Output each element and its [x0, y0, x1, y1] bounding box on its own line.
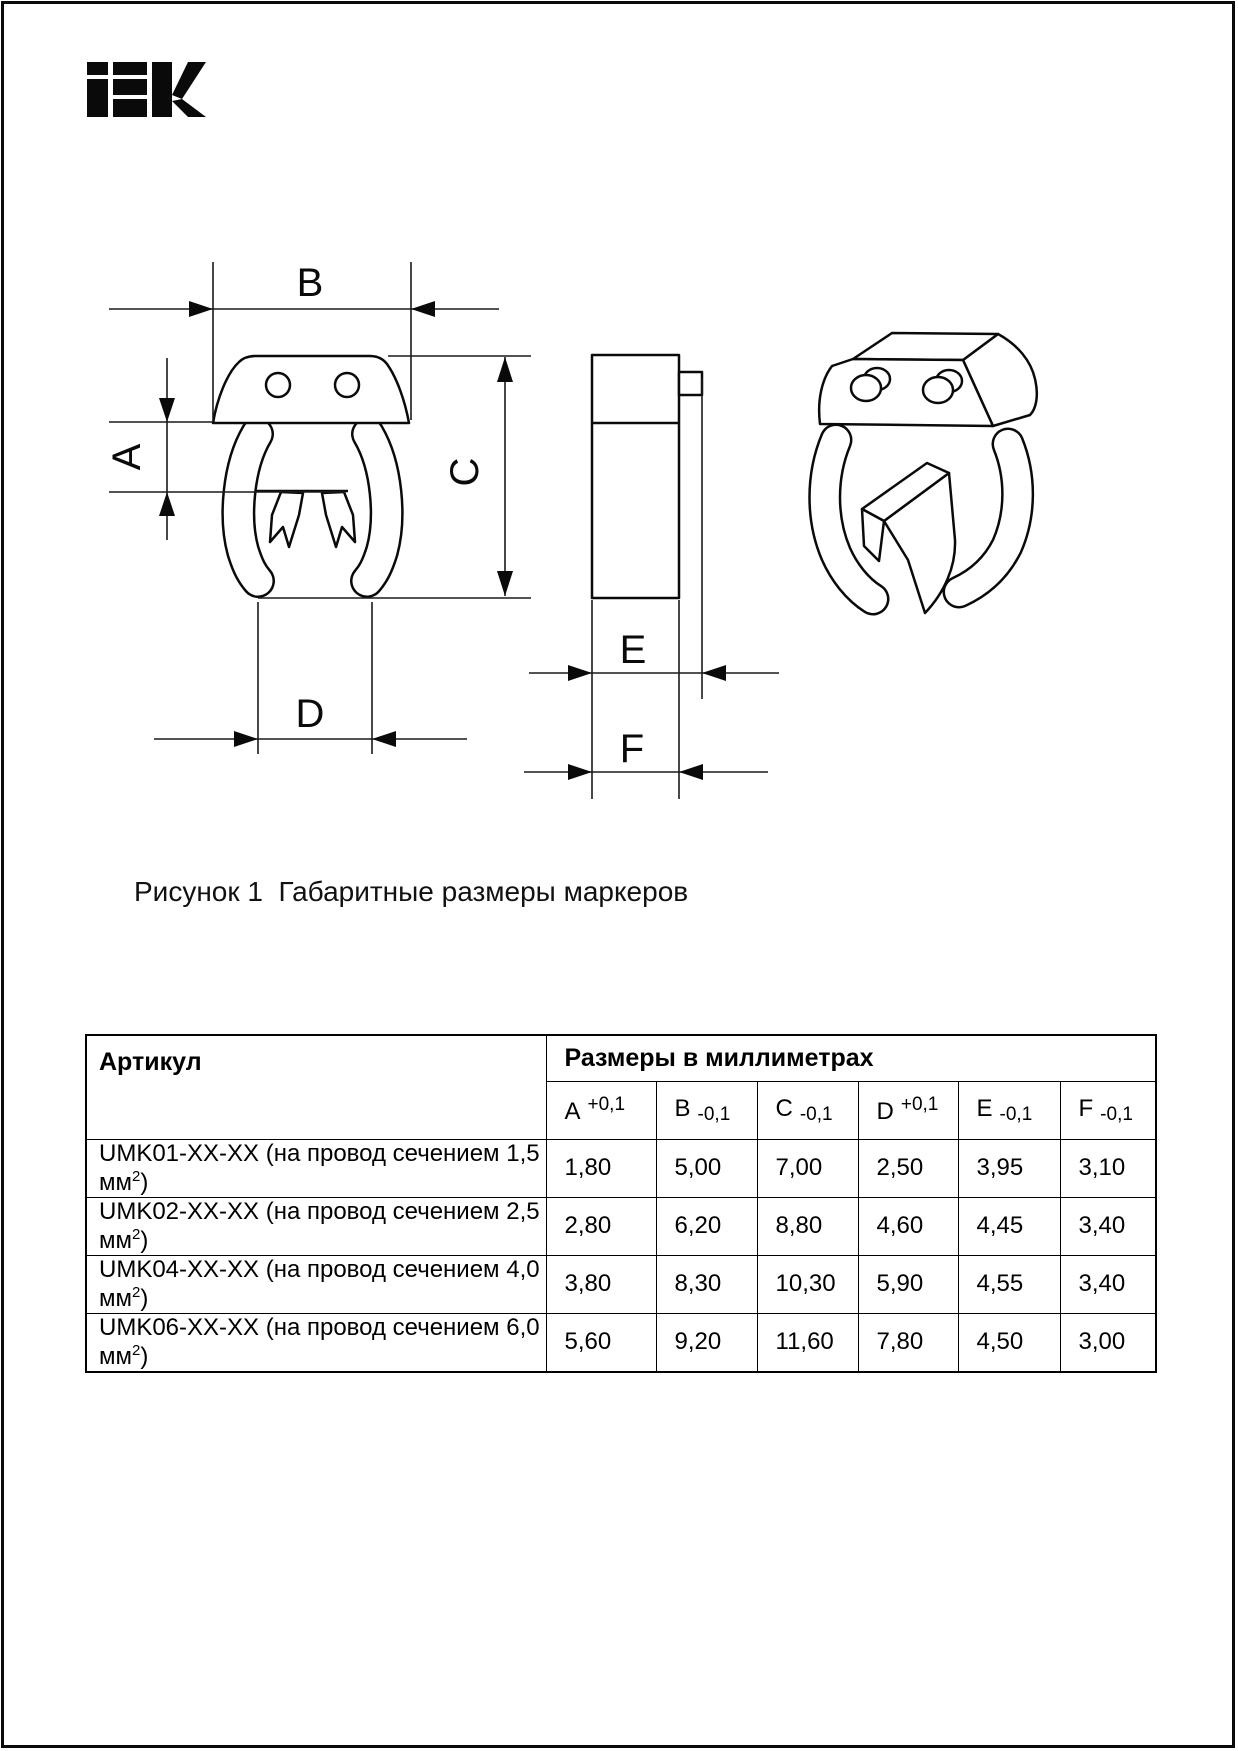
dim-col-header-C [757, 1081, 858, 1139]
value-cell: 11,60 [757, 1313, 858, 1372]
squared-sup: 2 [132, 1283, 141, 1301]
squared-sup: 2 [132, 1341, 141, 1359]
value-cell: 7,00 [757, 1139, 858, 1197]
squared-sup: 2 [132, 1167, 141, 1185]
dim-tolerance: -0,1 [999, 1103, 1033, 1125]
value-cell: 4,55 [958, 1255, 1060, 1313]
value-cell: 7,80 [858, 1313, 958, 1372]
dim-label-C: C [443, 457, 487, 487]
figure-caption: Рисунок 1 Габаритные размеры маркеров [134, 876, 689, 907]
dim-tolerance: +0,1 [587, 1094, 626, 1115]
article-suffix: ) [140, 1226, 149, 1254]
article-text: UMK02-XX-XX (на провод сечением 2,5 мм [99, 1197, 540, 1254]
dimensions-table [85, 1034, 1157, 1373]
article-header-cell: Артикул [86, 1035, 546, 1139]
dim-col-header-B [656, 1081, 757, 1139]
dim-letter: D [876, 1098, 894, 1125]
value-cell: 2,50 [858, 1139, 958, 1197]
value-cell: 2,80 [546, 1197, 656, 1255]
dim-tolerance: +0,1 [900, 1094, 939, 1115]
dim-letter: C [775, 1094, 793, 1122]
value-cell: 1,80 [546, 1139, 656, 1197]
value-cell: 10,30 [757, 1255, 858, 1313]
article-text: UMK06-XX-XX (на провод сечением 6,0 мм [99, 1313, 540, 1370]
value-cell: 4,45 [958, 1197, 1060, 1255]
dim-label-F: F [619, 727, 645, 771]
value-cell: 3,10 [1060, 1139, 1156, 1197]
table-header-row-1 [86, 1035, 1156, 1081]
article-suffix: ) [140, 1342, 149, 1370]
dim-tolerance: -0,1 [799, 1103, 833, 1125]
article-cell [86, 1255, 546, 1313]
iso-view [819, 333, 1037, 613]
dim-letter: B [674, 1094, 691, 1122]
dim-tolerance: -0,1 [697, 1103, 731, 1125]
article-text: UMK01-XX-XX (на провод сечением 1,5 мм [99, 1139, 540, 1196]
article-text: UMK04-XX-XX (на провод сечением 4,0 мм [99, 1255, 540, 1312]
dim-letter: F [1078, 1094, 1094, 1122]
article-cell [86, 1139, 546, 1197]
value-cell: 3,95 [958, 1139, 1060, 1197]
side-view [592, 355, 702, 598]
dim-label-A: A [105, 443, 149, 471]
table-row [86, 1139, 1156, 1197]
dim-letter: A [564, 1098, 581, 1125]
table-row [86, 1313, 1156, 1372]
article-suffix: ) [140, 1168, 149, 1196]
value-cell: 4,60 [858, 1197, 958, 1255]
dim-label-D: D [295, 692, 325, 736]
dim-label-B: B [296, 261, 324, 305]
dim-label-E: E [619, 628, 647, 672]
dim-col-header-A [546, 1081, 656, 1139]
dim-col-header-E [958, 1081, 1060, 1139]
dim-letter: E [976, 1094, 993, 1122]
dim-tolerance: -0,1 [1100, 1103, 1133, 1125]
value-cell: 8,80 [757, 1197, 858, 1255]
iek-logo-icon [87, 62, 206, 117]
sizes-header-cell: Размеры в миллиметрах [546, 1035, 1156, 1081]
value-cell: 3,40 [1060, 1197, 1156, 1255]
dim-col-header-F [1060, 1081, 1156, 1139]
value-cell: 5,00 [656, 1139, 757, 1197]
value-cell: 5,90 [858, 1255, 958, 1313]
value-cell: 3,80 [546, 1255, 656, 1313]
article-cell [86, 1313, 546, 1372]
table-row [86, 1255, 1156, 1313]
value-cell: 5,60 [546, 1313, 656, 1372]
value-cell: 9,20 [656, 1313, 757, 1372]
value-cell: 4,50 [958, 1313, 1060, 1372]
value-cell: 8,30 [656, 1255, 757, 1313]
front-view [213, 356, 409, 581]
squared-sup: 2 [132, 1225, 141, 1243]
table-row [86, 1197, 1156, 1255]
value-cell: 6,20 [656, 1197, 757, 1255]
value-cell: 3,40 [1060, 1255, 1156, 1313]
value-cell: 3,00 [1060, 1313, 1156, 1372]
article-suffix: ) [140, 1284, 149, 1312]
dim-col-header-D [858, 1081, 958, 1139]
article-cell [86, 1197, 546, 1255]
